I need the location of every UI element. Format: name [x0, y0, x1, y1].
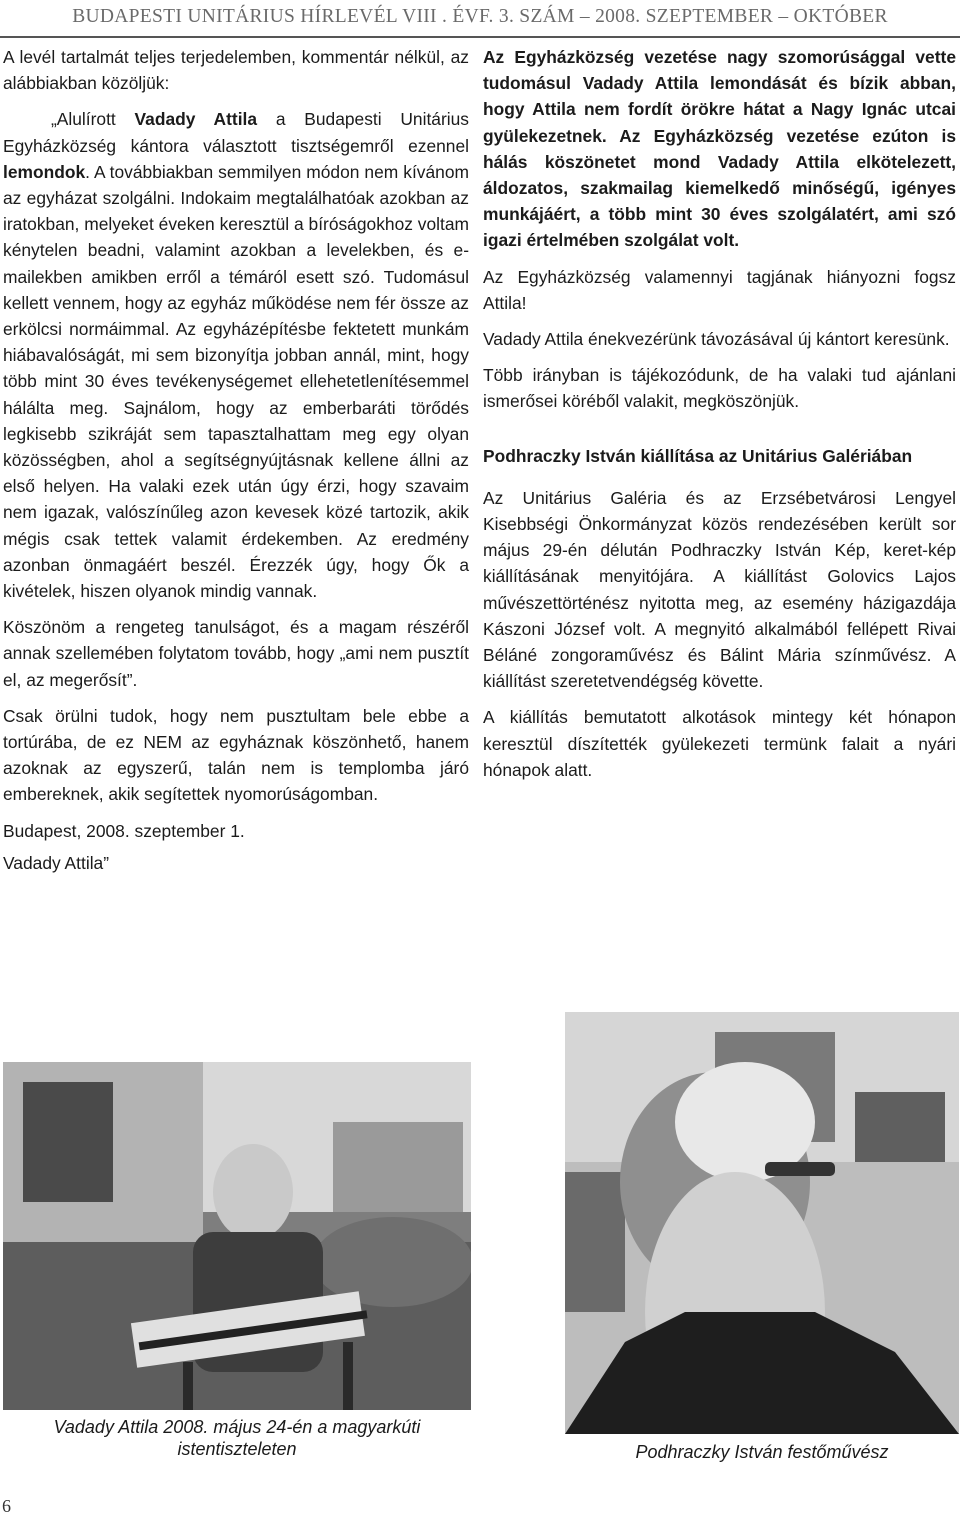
- letter-text-2: a Budapesti Unitárius Egyházközség kántora választott tisztségemről ezennel: [3, 109, 469, 156]
- letter-resign: lemondok: [3, 161, 86, 182]
- gratitude-paragraph: Csak örülni tudok, hogy nem pusztultam bele ebbe a tortúrába, de ez NEM az egyháznak köszönhető, hanem azoknak az egyszerű, talán nem is templomba járó embereknek, akik segítettek nyomorúságomban.: [3, 705, 469, 805]
- letter-text-1: „Alulírott: [51, 109, 135, 130]
- search-paragraph: Vadady Attila énekvezérünk távozásával új kántort keresünk.: [483, 329, 950, 350]
- organist-photo-caption: Vadady Attila 2008. május 24-én a magyarkúti istentiszteleten: [53, 1417, 421, 1459]
- letter-name: Vadady Attila: [134, 109, 258, 130]
- header-rule: [0, 36, 960, 38]
- organist-photo-image: [3, 1062, 471, 1410]
- page-number: 6: [2, 1496, 11, 1516]
- miss-paragraph: Az Egyházközség valamennyi tagjának hiányozni fogsz Attila!: [483, 266, 956, 313]
- letter-signature: Vadady Attila”: [3, 852, 110, 873]
- statement-paragraph: Az Egyházközség vezetése nagy szomorúsággal vette tudomásul Vadady Attila lemondását és bízik abban, hogy Attila nem fordít örökre hátat a Nagy Ignác utcai gyülekezetnek. Az Egyházközség vezetése ezúton is hálás köszönetet mond Vadady Attila elkötelezett, áldozatos, szakmailag kiemelkedő minőségű, igényes munkájáért, a több mint 30 éves szolgálatért, ami szó igazi értelmében szolgálat volt.: [483, 47, 956, 251]
- letter-paragraph: [3, 106, 469, 604]
- organist-photo: [3, 1062, 471, 1410]
- exhibition-duration-paragraph: A kiállítás bemutatott alkotások mintegy két hónapon keresztül díszítették gyülekezeti termünk falait a nyári hónapok alatt.: [483, 707, 956, 780]
- page-header: BUDAPESTI UNITÁRIUS HÍRLEVÉL VIII . ÉVF. 3. SZÁM – 2008. SZEPTEMBER – OKTÓBER: [72, 6, 888, 27]
- painter-photo: [565, 1012, 959, 1434]
- recommend-paragraph: Több irányban is tájékozódunk, de ha valaki tud ajánlani ismerősei köréből valakit, megköszönjük.: [483, 365, 956, 412]
- article-heading: Podhraczky István kiállítása az Unitárius Galériában: [483, 445, 913, 466]
- letter-text-3: . A továbbiakban semmilyen módon nem kívánom az egyházat szolgálni. Indokaim megtalálhatóak azokban az iratokban, melyeket éveken keresztül a bíróságokhoz voltam kénytelen beadni, valamint azokban a levelekben, és e-mailekben amikben erről a témáról esett szó. Tudomásul kellett vennem, hogy az egyház működése nem fér össze az erkölcsi normáimmal. Az egyházépítésbe fektetett munkám hiábavalóságát, mi sem bizonyítja jobban annál, mint, hogy több mint 30 éves tevékenységemet ellehetetlenítésemmel hálálta meg. Sajnálom, hogy az emberbaráti törődés legkisebb szikráját sem tapasztalhattam meg egy olyan közösségben, ahol a segítségnyújtásnak kellene állni az első helyen. Ha valaki ezek után úgy érzi, hogy szavaim nem igazak, valószínűleg azon kevesek közé tartozik, akik mégis csak tettek valamit érdekemben. Az eredmény azonban önmagáért beszél. Érezzék úgy, hogy Ők a kivételek, hiszen olyanok mindig vannak.: [3, 161, 469, 602]
- intro-paragraph: A levél tartalmát teljes terjedelemben, kommentár nélkül, az alábbiakban közöljük:: [3, 47, 469, 94]
- painter-photo-image: [565, 1012, 959, 1434]
- thanks-paragraph: Köszönöm a rengeteg tanulságot, és a magam részéről annak szellemében folytatom tovább, hogy „ami nem pusztít el, az megerősít”.: [3, 617, 469, 690]
- painter-photo-caption: Podhraczky István festőművész: [635, 1442, 889, 1462]
- right-column: [483, 44, 956, 793]
- exhibition-paragraph: Az Unitárius Galéria és az Erzsébetvárosi Lengyel Kisebbségi Önkormányzat közös rendezésében került sor május 29-én délután Podhraczky István Kép, keret-kép kiállításának menyitójára. A kiállítást Golovics Lajos művészettörténész nyitotta meg, az esemény házigazdája Kászoni József volt. A megnyitó alkalmából fellépett Rivai Béláné zongoraművész és Bálint Mária színművész. A kiállítást szeretetvendégség követte.: [483, 487, 956, 692]
- letter-date: Budapest, 2008. szeptember 1.: [3, 820, 245, 841]
- left-column: [3, 44, 469, 886]
